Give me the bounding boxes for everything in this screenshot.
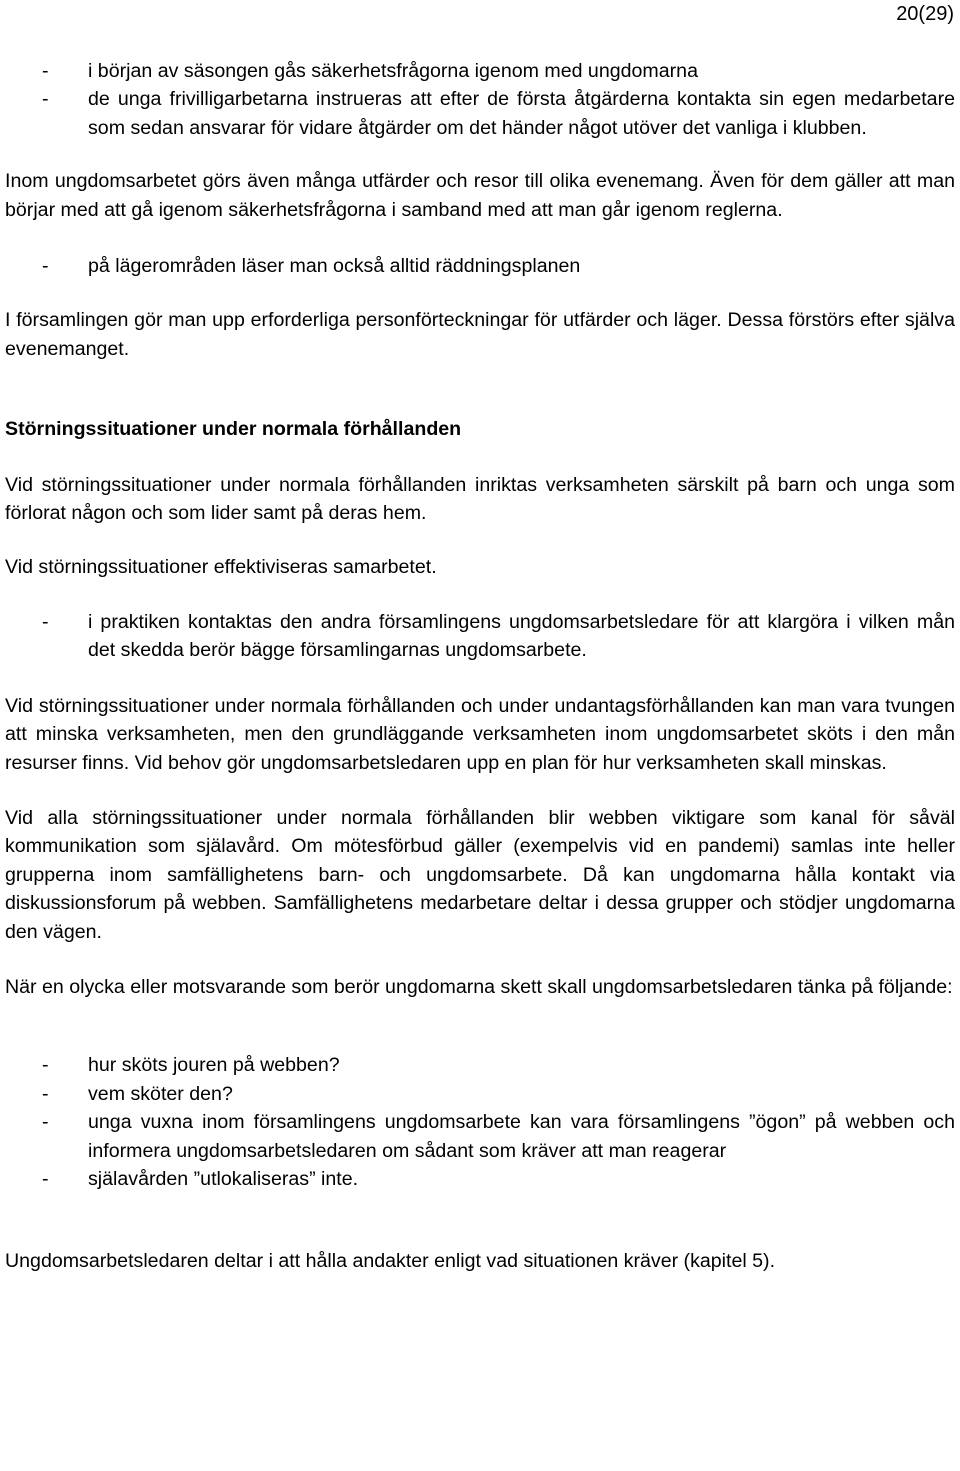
list-item: - i praktiken kontaktas den andra församlingens ungdomsarbetsledare för att klargöra i vilken mån det skedda berör bägge församlingarnas ungdomsarbete.	[88, 608, 955, 665]
paragraph-focus: Vid störningssituationer under normala förhållanden inriktas verksamheten särskilt på barn och unga som förlorat någon och som lider samt på deras hem.	[5, 473, 955, 525]
bullet-list-contact	[5, 608, 955, 665]
list-item: - de unga frivilligarbetarna instrueras att efter de första åtgärderna kontakta sin egen medarbetare som sedan ansvarar för vidare åtgärder om det händer något utöver det vanliga i klubben.	[88, 85, 955, 142]
list-item: - vem sköter den?	[88, 1080, 955, 1108]
paragraph-person-lists: I församlingen gör man upp erforderliga personförteckningar för utfärder och läger. Dessa förstörs efter själva evenemanget.	[5, 309, 955, 360]
paragraph-reduce-activity: Vid störningssituationer under normala förhållanden och under undantagsförhållanden kan man vara tvungen att minska verksamheten, men den grundläggande verksamheten inom ungdomsarbetet sköts i den mån resurser finns. Vid behov gör ungdomsarbetsledaren upp en plan för hur verksamheten skall minskas.	[5, 694, 955, 774]
paragraph-cooperation: Vid störningssituationer effektiviseras samarbetet.	[5, 556, 437, 579]
paragraph-accident: När en olycka eller motsvarande som berör ungdomarna skett skall ungdomsarbetsledaren tänka på följande:	[5, 975, 953, 998]
list-item: - hur sköts jouren på webben?	[88, 1051, 955, 1079]
section-heading: Störningssituationer under normala förhållanden	[5, 418, 462, 441]
bullet-list-checklist	[5, 1051, 955, 1193]
list-item: - i början av säsongen gås säkerhetsfrågorna igenom med ungdomarna	[88, 57, 955, 85]
page-content	[5, 57, 955, 1276]
bullet-list-safety	[5, 57, 955, 142]
list-item: - på lägerområden läser man också alltid räddningsplanen	[88, 252, 955, 280]
list-item: - själavården ”utlokaliseras” inte.	[88, 1165, 955, 1193]
page-number: 20(29)	[896, 3, 954, 25]
paragraph-excursions: Inom ungdomsarbetet görs även många utfärder och resor till olika evenemang. Även för dem gäller att man börjar med att gå igenom säkerhetsfrågorna i samband med att man går igenom reglerna.	[5, 170, 955, 221]
paragraph-web: Vid alla störningssituationer under normala förhållanden blir webben viktigare som kanal för såväl kommunikation som själavård. Om mötesförbud gäller (exempelvis vid en pandemi) samlas inte heller grupperna inom samfällighetens barn- och ungdomsarbete. Då kan ungdomarna hålla kontakt via diskussionsforum på webben. Samfällighetens medarbetare deltar i dessa grupper och stödjer ungdomarna den vägen.	[5, 806, 955, 943]
bullet-list-camp	[5, 252, 955, 280]
paragraph-devotions: Ungdomsarbetsledaren deltar i att hålla andakter enligt vad situationen kräver (kapitel 5).	[5, 1250, 776, 1273]
list-item: - unga vuxna inom församlingens ungdomsarbete kan vara församlingens ”ögon” på webben och informera ungdomsarbetsledaren om sådant som kräver att man reagerar	[88, 1108, 955, 1165]
